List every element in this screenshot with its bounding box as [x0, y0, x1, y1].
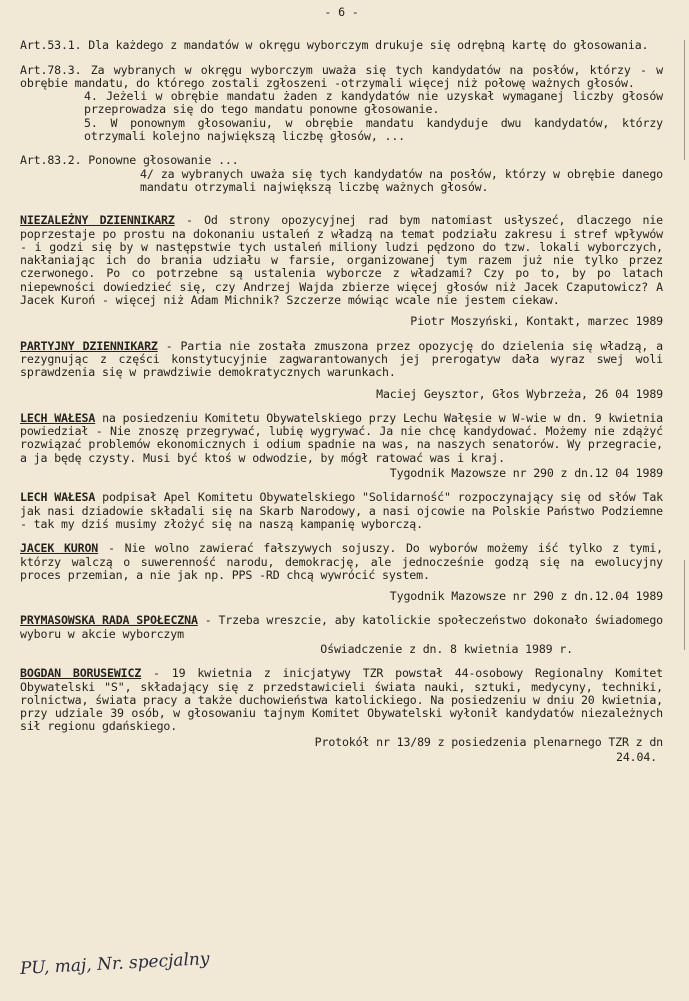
quote-text: na posiedzeniu Komitetu Obywatelskiego przy Lechu Wałęsie w W-wie w dn. 9 kwietnia powiedział - Nie znoszę przegrywać, lubię wygrywać. Ja nie chcę kandydować. Możemy nie zdążyć rozwiązać problemów ekonomicznych i odium spadnie na was, na naszych senatorów. Wy przegracie, a ja będę czysty. Musi być ktoś w odwodzie, by mógł ratować was i kraj.: [20, 410, 663, 465]
quote-text: - Trzeba wreszcie, aby katolickie społeczeństwo dokonało świadomego wyboru w akcie wyborczym: [20, 613, 663, 641]
quote-text: - Nie wolno zawierać fałszywych sojuszy. Do wyborów możemy iść tylko z tymi, którzy walczą o suwerenność narodu, demokrację, ale jednocześnie godzą się na ewolucyjny proces przemian, a nie jak np. PPS -RD chcą wywrócić system.: [20, 541, 663, 582]
article-78-5-text: 5. W ponownym głosowaniu, w obrębie mandatu kandyduje dwu kandydatów, którzy otrzymali kolejno największą liczbę głosów, ...: [84, 115, 663, 144]
quote-text: - Od strony opozycyjnej rad bym natomiast usłyszeć, dlaczego nie poprzestaje po prostu na dokonaniu ustaleń z władzą na temat podziału zakresu i stref wpływów - i godzi się by w następstwie tych ustaleń miliony ludzi pędzono do tzw. lokali wyborczych, nakłaniając ich do brania udziału w farsie, organizowanej tym razem już nie tylko przez czerwonego. Po co potrzebne są ustalenia wyborcze z władzami? Czy po to, by po latach niepewności dowiedzieć się, czy Andrzej Wajda zbierze więcej głosów niż Jacek Czaputowicz? A Jacek Kuroń - więcej niż Adam Michnik? Szczerze mówiąc wcale nie jestem ciekaw.: [20, 213, 664, 308]
quote-primate-council: [20, 614, 663, 656]
page-edge-mark: [684, 40, 685, 160]
quote-author: LECH WAŁESA: [20, 490, 96, 505]
quote-text: podpisał Apel Komitetu Obywatelskiego "Solidarność" rozpoczynający się od słów Tak jak nasi dziadowie składali się na Skarb Narodowy, a nasi ojcowie na Polskie Państwo Podziemne - tak my dziś musimy złożyć się na naszą kampanię wyborczą.: [20, 490, 663, 531]
quote-walesa-2: [20, 491, 663, 531]
quote-author: JACEK KURON: [20, 541, 99, 556]
quote-party-journalist: [20, 340, 663, 401]
page-edge-mark: [684, 560, 685, 650]
handwritten-note: PU, maj, Nr. specjalny: [19, 949, 210, 979]
quote-source: Tygodnik Mazowsze nr 290 z dn.12 04 1989: [389, 466, 663, 481]
quote-source-date: 24.04.: [616, 750, 657, 765]
article-83-2-text: Art.83.2. Ponowne głosowanie ...: [20, 153, 239, 168]
article-53: [20, 39, 663, 52]
quote-source: Tygodnik Mazowsze nr 290 z dn.12.04 1989: [389, 589, 663, 604]
article-78-4-text: 4. Jeżeli w obrębie mandatu żaden z kandydatów nie uzyskał wymaganej liczby głosów przeprowadza się do tego mandatu ponowne głosowanie.: [84, 89, 663, 117]
article-78-3-text: Art.78.3. Za wybranych w okręgu wyborczym uważa się tych kandydatów na posłów, którzy - w obrębie mandatu, do którego zostali zgłoszeni -otrzymali więcej niż połowę ważnych głosów.: [20, 62, 663, 90]
article-53-text: Art.53.1. Dla każdego z mandatów w okręgu wyborczym drukuje się odrębną kartę do głosowania.: [20, 38, 649, 53]
quote-source: Oświadczenie z dn. 8 kwietnia 1989 r.: [320, 641, 573, 656]
article-83-4-text: 4/ za wybranych uważa się tych kandydatów na posłów, którzy w obrębie danego mandatu otrzymali największą liczbę ważnych głosów.: [140, 166, 663, 194]
article-78: [20, 64, 663, 144]
quote-author: NIEZALEŻNY DZIENNIKARZ: [20, 213, 175, 228]
article-83: [20, 154, 663, 194]
quote-kuron: [20, 542, 663, 603]
quote-source: Protokół nr 13/89 z posiedzenia plenarnego TZR z dn: [314, 734, 663, 749]
quote-walesa-1: [20, 412, 663, 480]
quote-author: PRYMASOWSKA RADA SPOŁECZNA: [20, 613, 198, 628]
page-number: - 6 -: [324, 5, 359, 19]
quote-text: - Partia nie została zmuszona przez opozycję do dzielenia się władzą, a rezygnując z części konstytucyjnie zagwarantowanych jej prerogatyw dała wyraz swej woli sprawdzenia się w prawdziwie demokratycznych warunkach.: [20, 338, 663, 380]
quote-borusewicz: [20, 667, 663, 764]
quote-author: PARTYJNY DZIENNIKARZ: [20, 338, 158, 353]
quote-source: Piotr Moszyński, Kontakt, marzec 1989: [410, 314, 663, 329]
quote-source: Maciej Geysztor, Głos Wybrzeża, 26 04 1989: [376, 386, 663, 401]
quote-author: LECH WAŁESA: [20, 410, 96, 425]
quote-author: BOGDAN BORUSEWICZ: [20, 666, 142, 681]
quote-text: - 19 kwietnia z inicjatywy TZR powstał 44-osobowy Regionalny Komitet Obywatelski "S", składający się z przedstawicieli świata nauki, sztuki, medycyny, techniki, rolnictwa, świata pracy a także duchowieństwa katolickiego. Na posiedzeniu w dniu 20 kwietnia, przy udziale 39 osób, w głosowaniu tajnym Komitet Obywatelski wyłonił kandydatów niezależnych sił regionu gdańskiego.: [20, 666, 663, 734]
quote-independent-journalist: [20, 214, 663, 328]
